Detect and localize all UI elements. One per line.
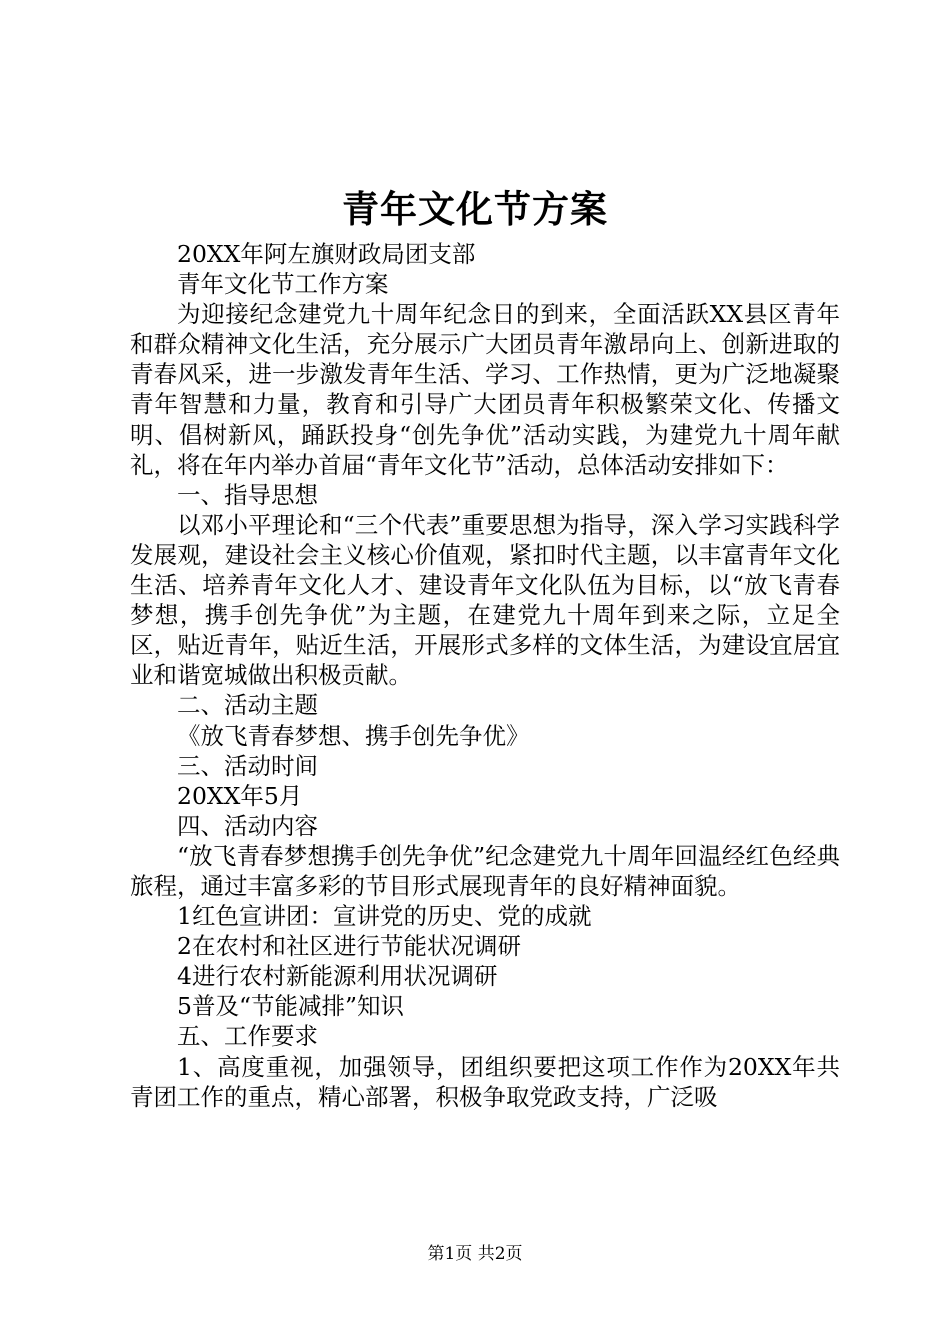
section-heading-theme: 二、活动主题: [177, 691, 318, 720]
list-item-4: 4进行农村新能源利用状况调研: [177, 962, 498, 991]
list-item-2: 2在农村和社区进行节能状况调研: [177, 932, 521, 961]
section-heading-time: 三、活动时间: [177, 751, 318, 780]
paragraph-time: 20XX年5月: [177, 781, 303, 810]
paragraph-intro: 为迎接纪念建党九十周年纪念日的到来，全面活跃XX县区青年和群众精神文化生活，充分展示广大团员青年激昂向上、创新进取的青春风采，进一步激发青年生活、学习、工作热情，更为广泛地凝聚青年智慧和力量，教育和引导广大团员青年积极繁荣文化、传播文明、倡树新风，踊跃投身“创先争优”活动实践，为建党九十周年献礼，将在年内举办首届“青年文化节”活动，总体活动安排如下：: [130, 300, 840, 479]
paragraph-content: “放飞青春梦想携手创先争优”纪念建党九十周年回温经红色经典旅程，通过丰富多彩的节目形式展现青年的良好精神面貌。: [130, 841, 840, 900]
paragraph-subtitle: 青年文化节工作方案: [177, 270, 389, 299]
paragraph-guiding-thought: 以邓小平理论和“三个代表”重要思想为指导，深入学习实践科学发展观，建设社会主义核心价值观，紧扣时代主题，以丰富青年文化生活、培养青年文化人才、建设青年文化队伍为目标，以“放飞青春梦想，携手创先争优”为主题，在建党九十周年到来之际，立足全区，贴近青年，贴近生活，开展形式多样的文体生活，为建设宜居宜业和谐宽城做出积极贡献。: [130, 510, 840, 690]
section-heading-guiding-thought: 一、指导思想: [177, 480, 318, 509]
section-heading-content: 四、活动内容: [177, 811, 318, 840]
paragraph-org: 20XX年阿左旗财政局团支部: [177, 240, 476, 268]
list-item-1: 1红色宣讲团：宣讲党的历史、党的成就: [177, 902, 592, 931]
document-body: [130, 239, 840, 1112]
page-footer: 第1页 共2页: [427, 1244, 523, 1264]
document-title: 青年文化节方案: [342, 187, 608, 231]
paragraph-theme: 《放飞青春梦想、携手创先争优》: [177, 721, 530, 750]
paragraph-requirements-1: 1、高度重视，加强领导，团组织要把这项工作作为20XX年共青团工作的重点，精心部署，积极争取党政支持，广泛吸: [130, 1052, 840, 1111]
section-heading-requirements: 五、工作要求: [177, 1022, 318, 1051]
list-item-5: 5普及“节能减排”知识: [177, 992, 404, 1021]
